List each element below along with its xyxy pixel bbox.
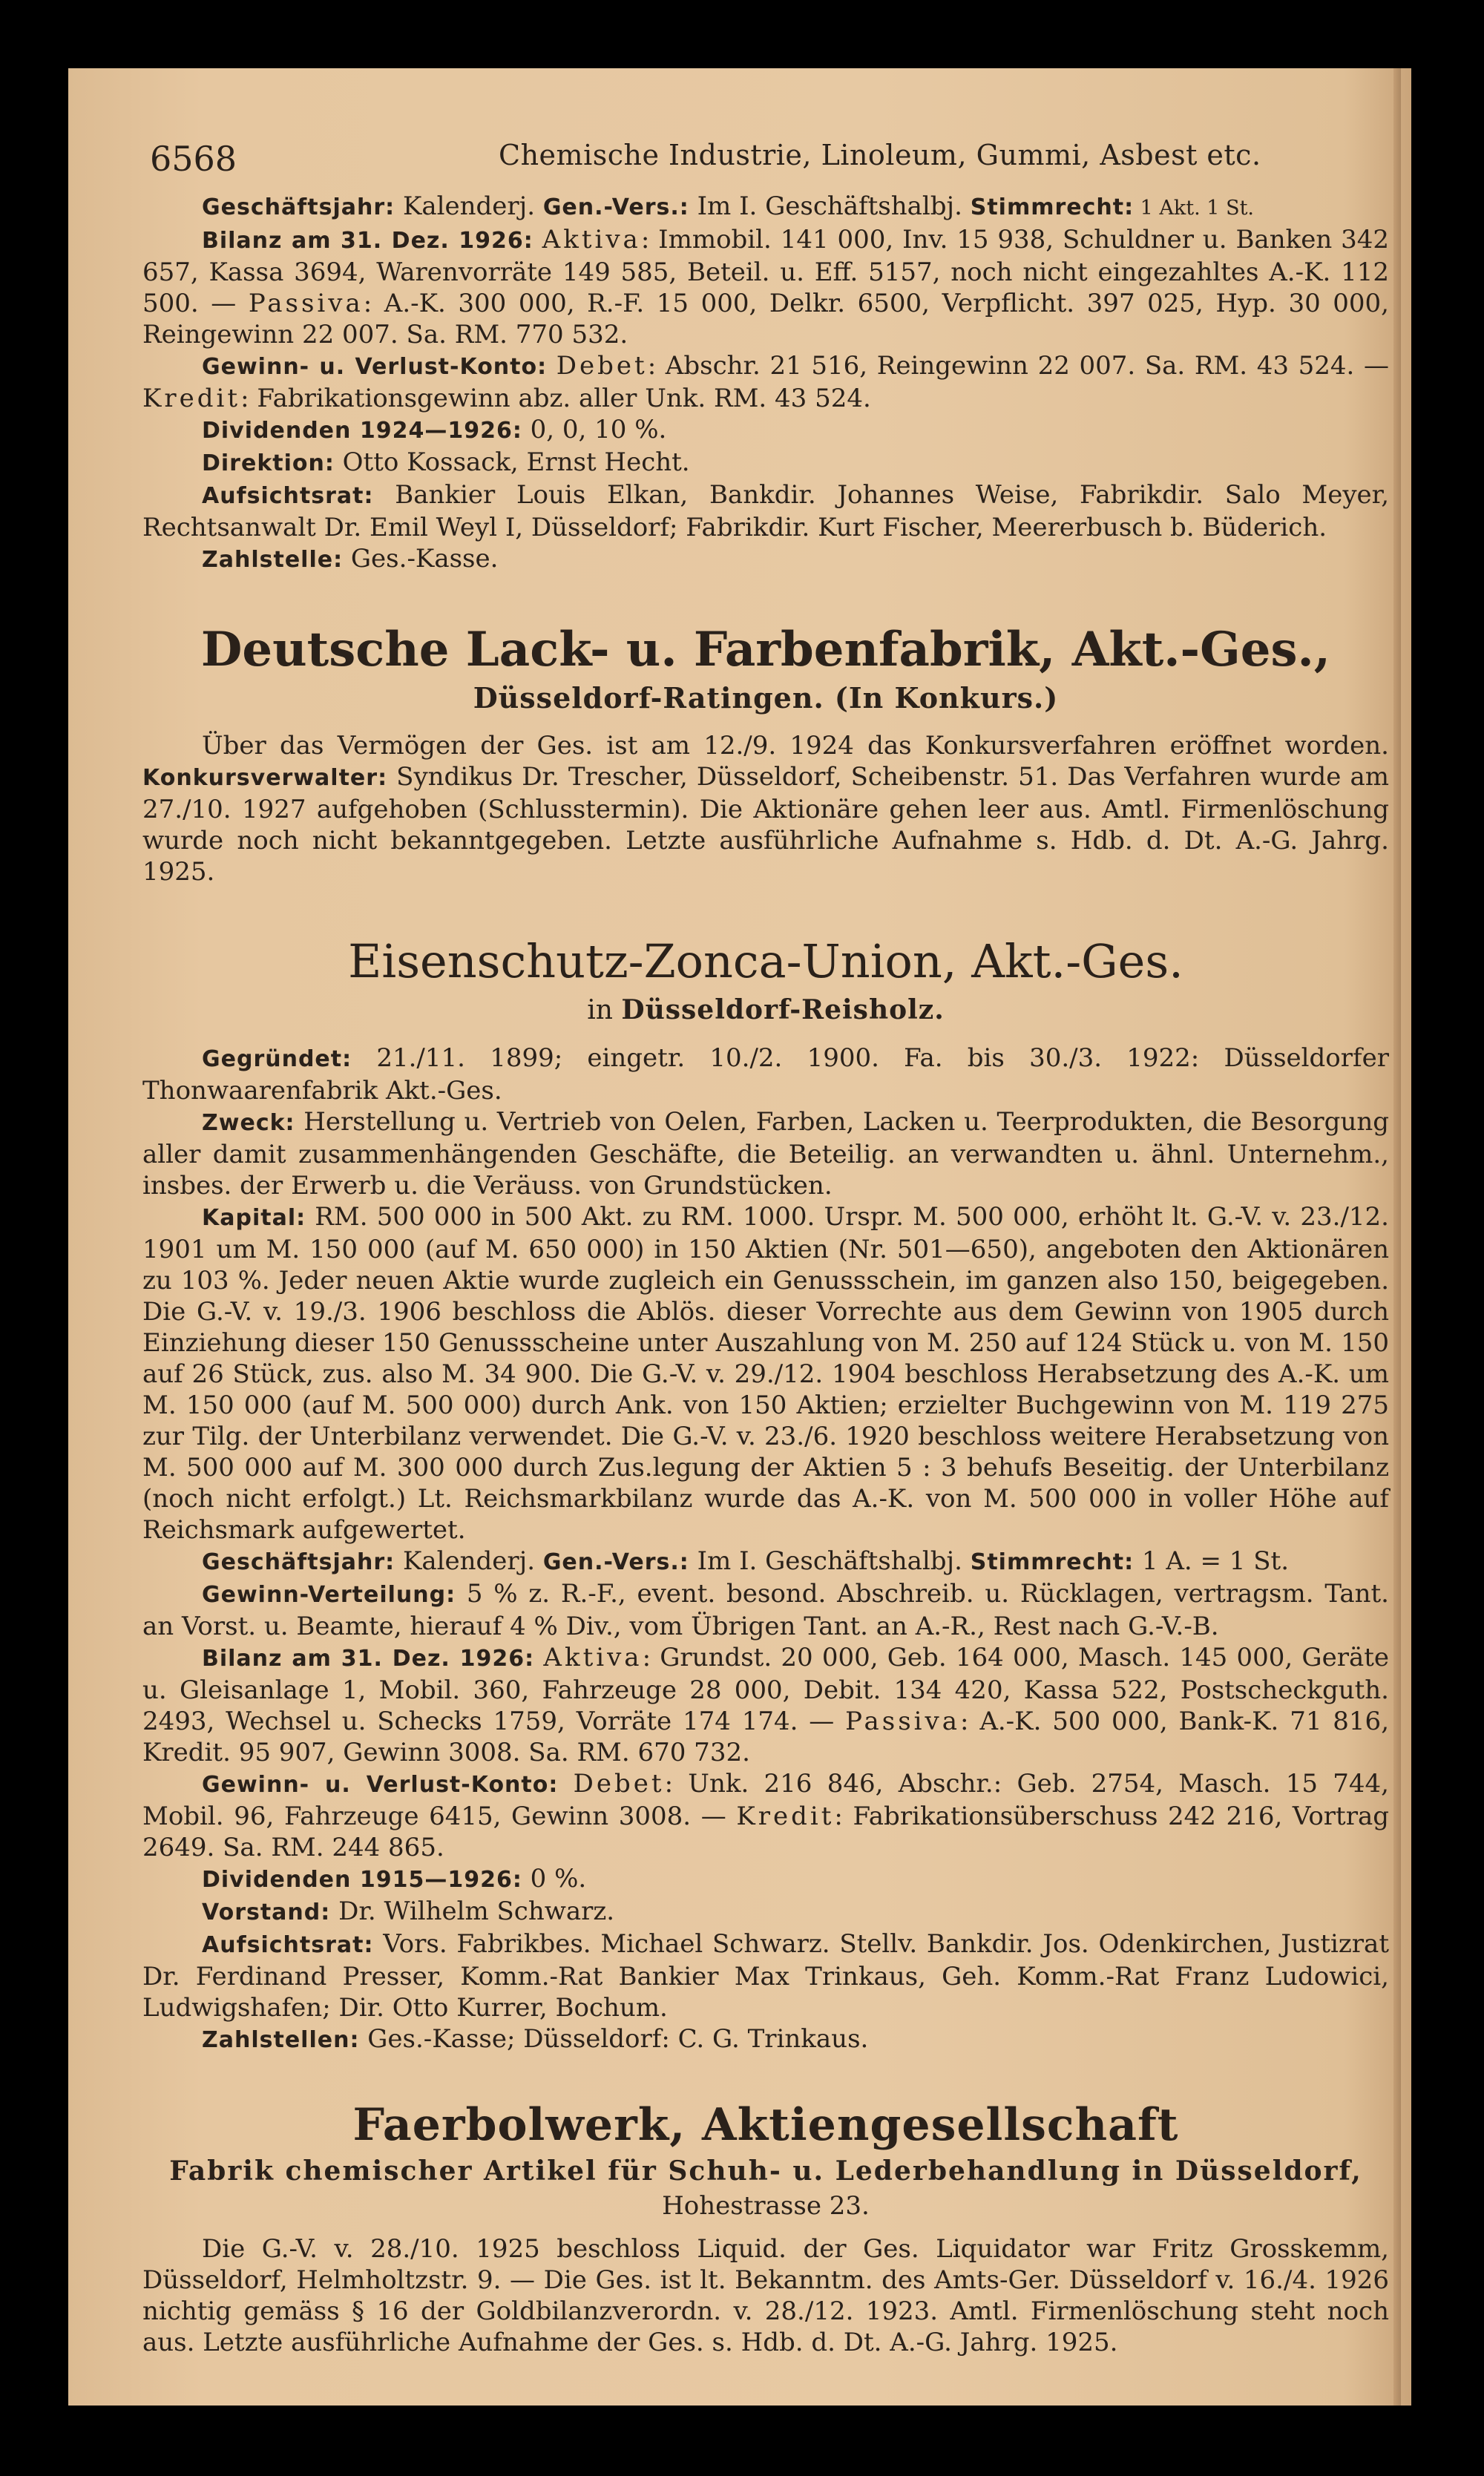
label-credit: Kredit bbox=[142, 384, 241, 413]
bankruptcy-paragraph bbox=[142, 730, 1389, 887]
location-name: Düsseldorf-Reisholz. bbox=[621, 994, 945, 1025]
label-dividends: Dividenden 1924—1926: bbox=[202, 418, 522, 444]
label-receiver: Konkursverwalter: bbox=[142, 765, 388, 791]
label-credit: Kredit bbox=[736, 1802, 835, 1831]
scanned-page bbox=[68, 68, 1411, 2406]
company-title: Deutsche Lack- u. Farbenfabrik, Akt.-Ges., bbox=[200, 622, 1331, 677]
text-paying-agents: Ges.-Kasse; Düsseldorf: C. G. Trinkaus. bbox=[359, 2024, 869, 2054]
label-board: Vorstand: bbox=[202, 1899, 331, 1925]
entry-faerbolwerk bbox=[142, 2097, 1389, 2358]
text-voting-right: 1 Akt. 1 St. bbox=[1134, 197, 1255, 220]
text-receiver: Syndikus Dr. Trescher, Düsseldorf, Scheibenstr. 51. Das Verfahren wurde am 27./10. 1927 aufgehoben (Schlusstermin). Die Aktionäre gehen leer aus. Amtl. Firmenlöschung wurde noch nicht bekanntgegeben. Letzte ausführliche Aufnahme s. Hdb. d. Dt. A.-G. Jahrg. 1925. bbox=[142, 762, 1389, 887]
text-management: Otto Kossack, Ernst Hecht. bbox=[334, 447, 690, 477]
board-line bbox=[142, 1896, 1389, 1928]
running-title: Chemische Industrie, Linoleum, Gummi, Asbest etc. bbox=[499, 139, 1261, 171]
label-balance: Bilanz am 31. Dez. 1926: bbox=[202, 228, 533, 254]
supervisory-board-paragraph bbox=[142, 1928, 1389, 2023]
text-liabilities: : A.-K. 300 000, R.-F. 15 000, Delkr. 6500, Verpflicht. 397 025, Hyp. 30 000, Reingewinn 22 007. Sa. RM. 770 532. bbox=[142, 289, 1389, 349]
profit-loss-paragraph bbox=[142, 350, 1389, 414]
label-debit: Debet bbox=[573, 1769, 665, 1799]
text-liabilities: : A.-K. 500 000, Bank-K. 71 816, Kredit. 95 907, Gewinn 3008. Sa. RM. 670 732. bbox=[142, 1707, 1390, 1767]
entry-continued bbox=[142, 191, 1389, 576]
company-title: Eisenschutz-Zonca-Union, Akt.-Ges. bbox=[348, 934, 1183, 988]
text-general-meeting: Im I. Geschäftshalbj. bbox=[689, 191, 971, 221]
text-dividends: 0 %. bbox=[522, 1864, 587, 1894]
label-liabilities: Passiva bbox=[248, 289, 364, 318]
label-balance: Bilanz am 31. Dez. 1926: bbox=[202, 1646, 535, 1672]
label-assets: Aktiva bbox=[543, 1643, 643, 1672]
label-paying-agents: Zahlstellen: bbox=[202, 2027, 360, 2053]
entry-eisenschutz bbox=[142, 932, 1389, 2056]
capital-paragraph bbox=[142, 1201, 1389, 1546]
company-subtitle: Düsseldorf-Ratingen. (In Konkurs.) bbox=[473, 681, 1059, 715]
text-bankruptcy-opened: Über das Vermögen der Ges. ist am 12./9. 1924 das Konkursverfahren eröffnet worden. bbox=[202, 731, 1389, 761]
company-subtitle: Fabrik chemischer Artikel für Schuh- u. Lederbehandlung in Düsseldorf, bbox=[169, 2155, 1362, 2187]
profit-loss-paragraph bbox=[142, 1768, 1389, 1863]
text-supervisory-board: Bankier Louis Elkan, Bankdir. Johannes Weise, Fabrikdir. Salo Meyer, Rechtsanwalt Dr. Emil Weyl I, Düsseldorf; Fabrikdir. Kurt Fischer, Meererbusch b. Büderich. bbox=[142, 480, 1389, 542]
text-debit: : Unk. 216 846, Abschr.: Geb. 2754, Masch. 15 744, Mobil. 96, Fahrzeuge 6415, Gewinn 3008. — bbox=[142, 1769, 1389, 1831]
purpose-paragraph bbox=[142, 1106, 1389, 1201]
text-assets: : Immobil. 141 000, Inv. 15 938, Schuldner u. Banken 342 657, Kassa 3694, Warenvorräte 149 585, Beteil. u. Eff. 5157, noch nicht eingezahltes A.-K. 112 500. — bbox=[142, 225, 1389, 318]
label-capital: Kapital: bbox=[202, 1205, 306, 1231]
text-fiscal-year: Kalenderj. bbox=[395, 191, 543, 221]
label-profit-loss: Gewinn- u. Verlust-Konto: bbox=[202, 1772, 559, 1798]
text-founded: 21./11. 1899; eingetr. 10./2. 1900. Fa. bis 30./3. 1922: Düsseldorfer Thonwaarenfabrik Akt.-Ges. bbox=[142, 1043, 1389, 1106]
dividends-line bbox=[142, 414, 1389, 447]
text-profit-distribution: 5 % z. R.-F., event. besond. Abschreib. u. Rücklagen, vertragsm. Tant. an Vorst. u. Beamte, hierauf 4 % Div., vom Übrigen Tant. an A.-R., Rest nach G.-V.-B. bbox=[142, 1579, 1389, 1641]
text-credit: : Fabrikationsüberschuss 242 216, Vortrag 2649. Sa. RM. 244 865. bbox=[142, 1802, 1389, 1862]
founded-paragraph bbox=[142, 1042, 1389, 1106]
label-supervisory-board: Aufsichtsrat: bbox=[202, 1932, 374, 1958]
paying-agent-line bbox=[142, 543, 1389, 576]
page-header bbox=[142, 139, 1389, 191]
label-profit-loss: Gewinn- u. Verlust-Konto: bbox=[202, 354, 548, 380]
label-fiscal-year: Geschäftsjahr: bbox=[202, 1549, 395, 1575]
page-edge-shadow bbox=[1393, 68, 1401, 2406]
text-assets: : Grundst. 20 000, Geb. 164 000, Masch. 145 000, Geräte u. Gleisanlage 1, Mobil. 360, Fahrzeuge 28 000, Debit. 134 420, Kassa 522, Postscheckguth. 2493, Wechsel u. Schecks 1759, Vorräte 174 174. — bbox=[142, 1643, 1390, 1736]
text-capital: RM. 500 000 in 500 Akt. zu RM. 1000. Urspr. M. 500 000, erhöht lt. G.-V. v. 23./12. 1901 um M. 150 000 (auf M. 650 000) in 150 Aktien (Nr. 501—650), angeboten den Aktionären zu 103 %. Jeder neuen Aktie wurde zugleich ein Genussschein, im ganzen also 150, beigegeben. Die G.-V. v. 19./3. 1906 beschloss die Ablös. dieser Vorrechte aus dem Gewinn von 1905 durch Einziehung dieser 150 Genussscheine unter Auszahlung von M. 250 auf 124 Stück u. von M. 150 auf 26 Stück, zus. also M. 34 900. Die G.-V. v. 29./12. 1904 beschloss Herabsetzung des A.-K. um M. 150 000 (auf M. 500 000) durch Ank. von 150 Aktien; erzielter Buchgewinn von M. 119 275 zur Tilg. der Unterbilanz verwendet. Die G.-V. v. 23./6. 1920 beschloss weitere Herabsetzung von M. 500 000 auf M. 300 000 durch Zus.legung der Aktien 5 : 3 behufs Beseitig. der Unterbilanz (noch nicht erfolgt.) Lt. Reichsmarkbilanz wurde das A.-K. von M. 500 000 in voller Höhe auf Reichsmark aufgewertet. bbox=[142, 1202, 1389, 1545]
text-debit: : Abschr. 21 516, Reingewinn 22 007. Sa. RM. 43 524. — bbox=[647, 351, 1389, 381]
label-founded: Gegründet: bbox=[202, 1046, 352, 1072]
balance-paragraph bbox=[142, 1642, 1389, 1768]
supervisory-board-paragraph bbox=[142, 479, 1389, 543]
page-content bbox=[142, 139, 1389, 2358]
company-location bbox=[142, 991, 1389, 1029]
company-title: Faerbolwerk, Aktiengesellschaft bbox=[352, 2099, 1179, 2151]
dividends-line bbox=[142, 1863, 1389, 1896]
balance-paragraph bbox=[142, 224, 1389, 350]
label-voting-right: Stimmrecht: bbox=[970, 1549, 1135, 1575]
label-fiscal-year: Geschäftsjahr: bbox=[202, 194, 395, 220]
text-in: in bbox=[587, 995, 622, 1025]
label-supervisory-board: Aufsichtsrat: bbox=[202, 483, 374, 509]
label-assets: Aktiva bbox=[542, 225, 641, 255]
text-credit: : Fabrikationsgewinn abz. aller Unk. RM. 43 524. bbox=[240, 384, 871, 413]
label-general-meeting: Gen.-Vers.: bbox=[542, 194, 689, 220]
company-address: Hohestrasse 23. bbox=[662, 2191, 870, 2221]
label-liabilities: Passiva bbox=[845, 1707, 961, 1736]
text-fiscal-year: Kalenderj. bbox=[395, 1546, 543, 1576]
liquidation-paragraph: Die G.-V. v. 28./10. 1925 beschloss Liquid. der Ges. Liquidator war Fritz Grosskemm, Düsseldorf, Helmholtzstr. 9. — Die Ges. ist lt. Bekanntm. des Amts-Ger. Düsseldorf v. 16./4. 1926 nichtig gemäss § 16 der Goldbilanzverordn. v. 28./12. 1923. Amtl. Firmenlöschung steht noch aus. Letzte ausführliche Aufnahme der Ges. s. Hdb. d. Dt. A.-G. Jahrg. 1925. bbox=[142, 2234, 1389, 2357]
text-general-meeting: Im I. Geschäftshalbj. bbox=[689, 1546, 971, 1576]
management-line bbox=[142, 447, 1389, 479]
page-number: 6568 bbox=[150, 139, 237, 179]
label-general-meeting: Gen.-Vers.: bbox=[542, 1549, 689, 1575]
text-paying-agent: Ges.-Kasse. bbox=[343, 544, 499, 574]
label-purpose: Zweck: bbox=[202, 1110, 295, 1136]
text-voting-right: 1 A. = 1 St. bbox=[1134, 1546, 1290, 1576]
label-paying-agent: Zahlstelle: bbox=[202, 547, 344, 573]
profit-distribution-paragraph bbox=[142, 1578, 1389, 1642]
text-supervisory-board: Vors. Fabrikbes. Michael Schwarz. Stellv. Bankdir. Jos. Odenkirchen, Justizrat Dr. Ferdinand Presser, Komm.-Rat Bankier Max Trinkaus, Geh. Komm.-Rat Franz Ludowici, Ludwigshafen; Dir. Otto Kurrer, Bochum. bbox=[142, 1929, 1389, 2023]
text-purpose: Herstellung u. Vertrieb von Oelen, Farben, Lacken u. Teerprodukten, die Besorgung aller damit zusammenhängenden Geschäfte, die Beteilig. an verwandten u. ähnl. Unternehm., insbes. der Erwerb u. die Veräuss. von Grundstücken. bbox=[142, 1107, 1389, 1201]
label-debit: Debet bbox=[556, 351, 648, 381]
label-voting-right: Stimmrecht: bbox=[970, 194, 1135, 220]
fiscal-year-line bbox=[142, 1546, 1389, 1578]
fiscal-year-line bbox=[142, 191, 1389, 224]
label-dividends: Dividenden 1915—1926: bbox=[202, 1867, 522, 1893]
paying-agents-line bbox=[142, 2023, 1389, 2056]
label-profit-distribution: Gewinn-Verteilung: bbox=[202, 1582, 456, 1608]
text-dividends: 0, 0, 10 %. bbox=[522, 415, 667, 444]
entry-deutsche-lack bbox=[142, 620, 1389, 887]
label-management: Direktion: bbox=[202, 450, 335, 476]
text-board: Dr. Wilhelm Schwarz. bbox=[330, 1897, 615, 1926]
